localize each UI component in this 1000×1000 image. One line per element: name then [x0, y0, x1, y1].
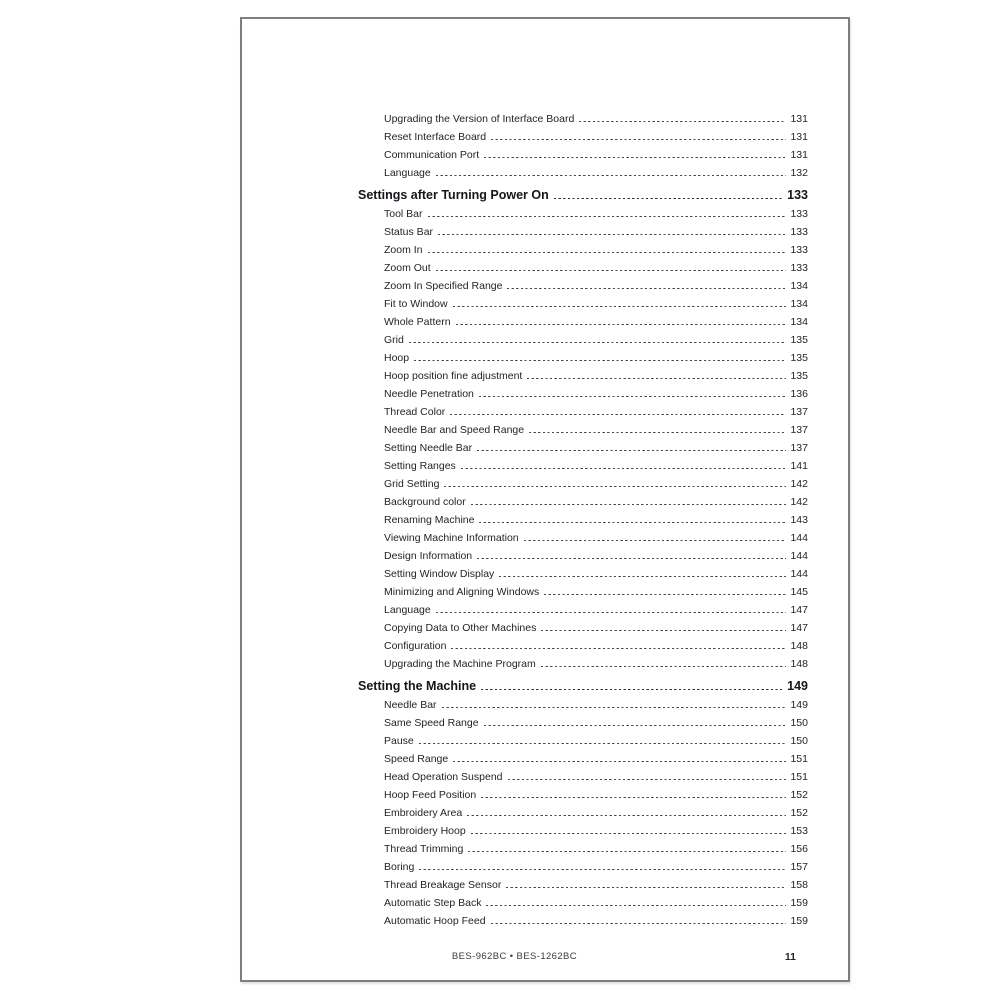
- toc-entry: [358, 807, 808, 825]
- toc-entry-page: 131: [790, 113, 808, 125]
- toc-entry-page: 147: [790, 604, 808, 616]
- toc-entry-page: 158: [790, 879, 808, 891]
- dot-leader: [419, 866, 786, 870]
- dot-leader: [477, 447, 786, 451]
- dot-leader: [409, 339, 787, 343]
- toc-entry-page: 144: [790, 550, 808, 562]
- toc-entry-page: 152: [790, 789, 808, 801]
- toc-section-entry: [358, 679, 808, 699]
- toc-entry-label: Thread Color: [384, 406, 446, 418]
- toc-entry-label: Grid Setting: [384, 478, 440, 490]
- toc-entry-page: 135: [790, 352, 808, 364]
- toc-entry-label: Pause: [384, 735, 414, 747]
- dot-leader: [438, 231, 786, 235]
- toc-entry-page: 137: [790, 424, 808, 436]
- toc-entry: [358, 843, 808, 861]
- dot-leader: [491, 136, 786, 140]
- toc-entry-page: 133: [790, 208, 808, 220]
- dot-leader: [456, 321, 787, 325]
- toc-entry-page: 133: [787, 188, 808, 202]
- dot-leader: [554, 195, 782, 199]
- toc-entry: [358, 622, 808, 640]
- toc-section-entry: [358, 188, 808, 208]
- toc-entry-label: Automatic Step Back: [384, 897, 482, 909]
- toc-entry: [358, 604, 808, 622]
- toc-entry-page: 141: [790, 460, 808, 472]
- toc-entry: [358, 789, 808, 807]
- toc-entry-page: 159: [790, 897, 808, 909]
- dot-leader: [444, 483, 786, 487]
- toc-entry: [358, 316, 808, 334]
- dot-leader: [479, 519, 786, 523]
- toc-entry: [358, 915, 808, 933]
- dot-leader: [428, 249, 787, 253]
- dot-leader: [453, 303, 787, 307]
- toc-entry: [358, 167, 808, 185]
- toc-entry-label: Status Bar: [384, 226, 434, 238]
- toc-entry-label: Embroidery Hoop: [384, 825, 466, 837]
- toc-entry-label: Hoop: [384, 352, 410, 364]
- dot-leader: [436, 609, 787, 613]
- toc-entry-page: 142: [790, 478, 808, 490]
- dot-leader: [541, 627, 786, 631]
- toc-entry-label: Minimizing and Aligning Windows: [384, 586, 540, 598]
- toc-entry: [358, 226, 808, 244]
- toc-entry-label: Whole Pattern: [384, 316, 451, 328]
- toc-entry-page: 149: [787, 679, 808, 693]
- toc-entry-label: Hoop Feed Position: [384, 789, 477, 801]
- toc-entry-page: 136: [790, 388, 808, 400]
- dot-leader: [481, 794, 786, 798]
- toc-entry-label: Thread Breakage Sensor: [384, 879, 502, 891]
- toc-entry-label: Head Operation Suspend: [384, 771, 503, 783]
- toc-entry: [358, 113, 808, 131]
- document-page: [240, 17, 850, 982]
- toc-entry-label: Embroidery Area: [384, 807, 463, 819]
- dot-leader: [471, 830, 787, 834]
- dot-leader: [499, 573, 786, 577]
- toc-entry-label: Fit to Window: [384, 298, 448, 310]
- toc-entry-label: Language: [384, 604, 431, 616]
- toc-entry-label: Thread Trimming: [384, 843, 464, 855]
- toc-entry-label: Reset Interface Board: [384, 131, 487, 143]
- dot-leader: [450, 411, 786, 415]
- toc-entry-label: Setting Needle Bar: [384, 442, 473, 454]
- toc-entry: [358, 262, 808, 280]
- toc-entry-page: 152: [790, 807, 808, 819]
- toc-entry: [358, 532, 808, 550]
- toc-entry-page: 133: [790, 226, 808, 238]
- dot-leader: [491, 920, 787, 924]
- toc-entry: [358, 352, 808, 370]
- dot-leader: [579, 118, 786, 122]
- toc-entry-label: Same Speed Range: [384, 717, 479, 729]
- toc-entry-label: Automatic Hoop Feed: [384, 915, 486, 927]
- toc-entry-label: Settings after Turning Power On: [358, 188, 549, 202]
- dot-leader: [436, 267, 787, 271]
- dot-leader: [468, 848, 786, 852]
- toc-entry: [358, 370, 808, 388]
- toc-entry-label: Zoom In Specified Range: [384, 280, 503, 292]
- dot-leader: [484, 722, 787, 726]
- dot-leader: [453, 758, 786, 762]
- dot-leader: [508, 776, 787, 780]
- toc-entry: [358, 568, 808, 586]
- toc-entry-label: Language: [384, 167, 431, 179]
- toc-entry-page: 153: [790, 825, 808, 837]
- toc-entry: [358, 460, 808, 478]
- toc-entry-label: Needle Bar: [384, 699, 437, 711]
- toc-entry-label: Renaming Machine: [384, 514, 475, 526]
- toc-entry: [358, 640, 808, 658]
- toc-entry-label: Grid: [384, 334, 404, 346]
- toc-entry: [358, 586, 808, 604]
- toc-entry-label: Boring: [384, 861, 415, 873]
- toc-entry-label: Tool Bar: [384, 208, 423, 220]
- toc-entry: [358, 406, 808, 424]
- toc-entry: [358, 825, 808, 843]
- toc-entry-page: 151: [790, 771, 808, 783]
- toc-entry-page: 151: [790, 753, 808, 765]
- toc-entry: [358, 861, 808, 879]
- dot-leader: [541, 663, 787, 667]
- toc-entry-label: Configuration: [384, 640, 447, 652]
- toc-entry: [358, 496, 808, 514]
- toc-entry-label: Upgrading the Version of Interface Board: [384, 113, 575, 125]
- footer-page-number: 11: [784, 951, 796, 963]
- toc-entry-label: Hoop position fine adjustment: [384, 370, 523, 382]
- dot-leader: [479, 393, 787, 397]
- toc-entry: [358, 879, 808, 897]
- toc-entry-label: Setting the Machine: [358, 679, 477, 693]
- toc-entry-page: 159: [790, 915, 808, 927]
- toc-entry-page: 131: [790, 149, 808, 161]
- toc-entry-label: Design Information: [384, 550, 473, 562]
- dot-leader: [451, 645, 786, 649]
- toc-entry-page: 132: [790, 167, 808, 179]
- dot-leader: [524, 537, 787, 541]
- dot-leader: [414, 357, 786, 361]
- toc-entry: [358, 388, 808, 406]
- dot-leader: [506, 884, 786, 888]
- toc-entry-label: Communication Port: [384, 149, 480, 161]
- toc-entry-page: 144: [790, 568, 808, 580]
- dot-leader: [477, 555, 786, 559]
- toc-entry: [358, 149, 808, 167]
- toc-entry-page: 134: [790, 280, 808, 292]
- dot-leader: [486, 902, 786, 906]
- dot-leader: [544, 591, 786, 595]
- toc-entry-label: Copying Data to Other Machines: [384, 622, 537, 634]
- toc-entry-label: Viewing Machine Information: [384, 532, 519, 544]
- toc-entry-page: 135: [790, 334, 808, 346]
- toc-entry-page: 143: [790, 514, 808, 526]
- toc-entry-page: 148: [790, 640, 808, 652]
- footer-model-numbers: BES-962BC • BES-1262BC: [451, 951, 578, 962]
- toc-entry: [358, 514, 808, 532]
- toc-entry-page: 149: [790, 699, 808, 711]
- toc-entry-page: 145: [790, 586, 808, 598]
- toc-entry-label: Setting Window Display: [384, 568, 495, 580]
- toc-entry-page: 148: [790, 658, 808, 670]
- toc-entry: [358, 478, 808, 496]
- toc-entry: [358, 550, 808, 568]
- toc-entry-page: 150: [790, 717, 808, 729]
- toc-entry: [358, 717, 808, 735]
- toc-entry-label: Zoom Out: [384, 262, 431, 274]
- toc-entry-label: Needle Penetration: [384, 388, 474, 400]
- toc-list: [358, 113, 808, 933]
- toc-entry-page: 137: [790, 406, 808, 418]
- dot-leader: [507, 285, 786, 289]
- toc-entry-page: 133: [790, 244, 808, 256]
- toc-entry: [358, 658, 808, 676]
- toc-entry: [358, 424, 808, 442]
- toc-entry: [358, 298, 808, 316]
- toc-entry: [358, 442, 808, 460]
- toc-entry-label: Setting Ranges: [384, 460, 456, 472]
- toc-entry: [358, 334, 808, 352]
- toc-entry-label: Upgrading the Machine Program: [384, 658, 536, 670]
- toc-entry-label: Background color: [384, 496, 466, 508]
- toc-entry-page: 157: [790, 861, 808, 873]
- toc-entry: [358, 131, 808, 149]
- dot-leader: [527, 375, 786, 379]
- dot-leader: [428, 213, 787, 217]
- dot-leader: [529, 429, 786, 433]
- dot-leader: [467, 812, 786, 816]
- toc-entry-page: 142: [790, 496, 808, 508]
- dot-leader: [481, 686, 782, 690]
- dot-leader: [484, 154, 786, 158]
- toc-entry-page: 135: [790, 370, 808, 382]
- toc-entry: [358, 699, 808, 717]
- toc-entry-label: Zoom In: [384, 244, 423, 256]
- toc-entry-page: 131: [790, 131, 808, 143]
- dot-leader: [436, 172, 787, 176]
- dot-leader: [442, 704, 787, 708]
- toc-entry-page: 147: [790, 622, 808, 634]
- dot-leader: [419, 740, 787, 744]
- toc-entry: [358, 244, 808, 262]
- toc-entry-page: 156: [790, 843, 808, 855]
- dot-leader: [461, 465, 787, 469]
- toc-entry-page: 134: [790, 316, 808, 328]
- toc-entry-page: 150: [790, 735, 808, 747]
- toc-entry-page: 134: [790, 298, 808, 310]
- toc-entry-label: Needle Bar and Speed Range: [384, 424, 525, 436]
- toc-entry: [358, 771, 808, 789]
- toc-entry-label: Speed Range: [384, 753, 449, 765]
- dot-leader: [471, 501, 787, 505]
- toc-entry: [358, 208, 808, 226]
- toc-entry: [358, 735, 808, 753]
- toc-entry-page: 137: [790, 442, 808, 454]
- toc-entry: [358, 897, 808, 915]
- toc-entry: [358, 280, 808, 298]
- toc-entry: [358, 753, 808, 771]
- toc-entry-page: 144: [790, 532, 808, 544]
- toc-entry-page: 133: [790, 262, 808, 274]
